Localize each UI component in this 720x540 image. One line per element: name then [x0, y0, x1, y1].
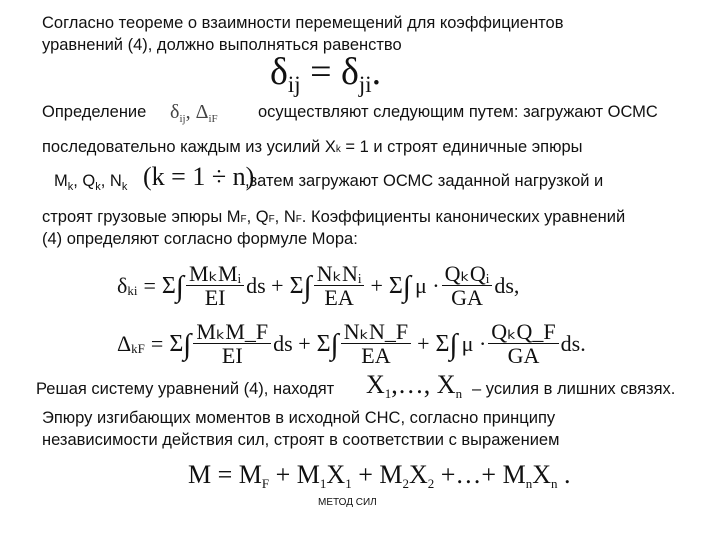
range-expression: (k = 1 ÷ n) [143, 162, 255, 191]
definition-symbols: δij, ΔiF [170, 101, 218, 125]
solving-text: Решая систему уравнений (4), находят [36, 380, 335, 398]
paragraph-line: последовательно каждым из усилий Xk = 1 и строят единичные эпюры [42, 138, 583, 156]
mohr-formula-delta-kf: Δ kF = Σ ∫ $\frac{\text{MₖM\_F}}{EI}$ ds + Σ ∫ $\frac{\text{NₖN\_F}}{EA}$ + Σ ∫ μ · $\frac{\text{QₖQ\_F}}{GA}$ ds. [117, 318, 586, 368]
unit-diagrams-symbols: $M_k$, $Q_k$, $N_k$ [54, 172, 128, 193]
unknowns-expression: X1,…, Xn [366, 370, 463, 401]
solving-text-tail: – усилия в лишних связях. [472, 380, 676, 398]
paragraph-line: Согласно теореме о взаимности перемещений для коэффициентов [42, 14, 564, 32]
paragraph-line: Эпюру изгибающих моментов в исходной СНС, согласно принципу [42, 409, 556, 427]
definition-text: осуществляют следующим путем: загружают ОСМС [258, 103, 658, 121]
paragraph-line: уравнений (4), должно выполняться равенство [42, 36, 402, 54]
paragraph-line: ,затем загружают ОСМС заданной нагрузкой и [245, 172, 604, 190]
mohr-formula-delta-ki: δ ki = Σ ∫ $\frac{\text{MₖMᵢ}}{EI}$ ds + Σ ∫ $\frac{\text{NₖNᵢ}}{EA}$ + Σ ∫ μ · $\frac{\text{QₖQᵢ}}{GA}$ ds, [117, 260, 520, 310]
paragraph-line: (4) определяют согласно формуле Мора: [42, 230, 358, 248]
slide-footer: МЕТОД СИЛ [318, 497, 377, 508]
definition-word: Определение [42, 103, 147, 121]
reciprocity-equation: $\delta_{ij} = \delta_{ji}$. [270, 51, 382, 97]
superposition-formula: M = MF + M1X1 + M2X2 +…+ MnXn . [188, 460, 571, 491]
paragraph-line: строят грузовые эпюры MF, QF, NF. Коэффициенты канонических уравнений [42, 208, 626, 226]
paragraph-line: независимости действия сил, строят в соответствии с выражением [42, 431, 560, 449]
